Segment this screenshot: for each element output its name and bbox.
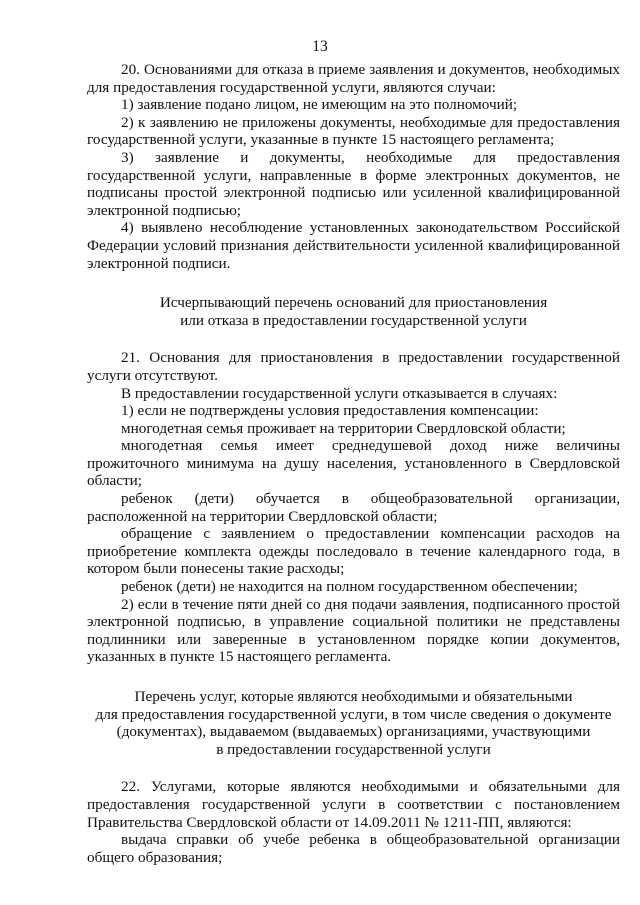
paragraph: 3) заявление и документы, необходимые для предоставления государственной услуги, направленные в форме электронных документов, не подписаны простой электронной подписью или усиленной квалифицированной электронной подписью; xyxy=(87,148,620,219)
page-number: 13 xyxy=(312,38,328,55)
heading-line: Перечень услуг, которые являются необходимыми и обязательными xyxy=(134,688,573,705)
heading-line: или отказа в предоставлении государственной услуги xyxy=(180,311,527,329)
paragraph: ребенок (дети) обучается в общеобразовательной организации, расположенной на территории Свердловской области; xyxy=(87,490,620,525)
paragraph: многодетная семья имеет среднедушевой доход ниже величины прожиточного минимума на душу населения, установленного в Свердловской области; xyxy=(87,437,620,490)
section-heading xyxy=(87,688,620,758)
paragraph: 2) к заявлению не приложены документы, необходимые для предоставления государственной услуги, указанные в пункте 15 настоящего регламента; xyxy=(87,113,620,149)
paragraph: 20. Основаниями для отказа в приеме заявления и документов, необходимых для предоставления государственной услуги, являются случаи: xyxy=(87,61,620,96)
paragraph: 1) если не подтверждены условия предоставления компенсации: xyxy=(121,402,539,420)
paragraph: ребенок (дети) не находится на полном государственном обеспечении; xyxy=(121,578,578,596)
paragraph: В предоставлении государственной услуги отказывается в случаях: xyxy=(121,384,558,402)
section-22 xyxy=(87,778,620,866)
paragraph: многодетная семья проживает на территории Свердловской области; xyxy=(121,419,566,437)
section-heading xyxy=(87,294,620,329)
page-content xyxy=(87,61,620,866)
heading-line: Исчерпывающий перечень оснований для приостановления xyxy=(159,294,548,312)
heading-line: для предоставления государственной услуги, в том числе сведения о документе xyxy=(95,705,612,723)
paragraph: обращение с заявлением о предоставлении компенсации расходов на приобретение комплекта одежды последовало в течение календарного года, в котором были понесены такие расходы; xyxy=(87,525,620,578)
paragraph: выдача справки об учебе ребенка в общеобразовательной организации общего образования; xyxy=(87,831,620,866)
paragraph: 22. Услугами, которые являются необходимыми и обязательными для предоставления государственной услуги в соответствии с постановлением Правительства Свердловской области от 14.09.2011 № 1211-ПП, являются: xyxy=(87,778,620,831)
paragraph: 1) заявление подано лицом, не имеющим на это полномочий; xyxy=(121,96,518,114)
paragraph: 21. Основания для приостановления в предоставлении государственной услуги отсутствуют. xyxy=(87,349,620,384)
section-21 xyxy=(87,349,620,666)
heading-line: (документах), выдаваемом (выдаваемых) организациями, участвующими xyxy=(116,723,591,741)
paragraph: 4) выявлено несоблюдение установленных законодательством Российской Федерации условий признания действительности усиленной квалифицированной электронной подписи. xyxy=(87,219,620,272)
heading-line: в предоставлении государственной услуги xyxy=(216,740,491,758)
section-20 xyxy=(87,61,620,272)
paragraph: 2) если в течение пяти дней со дня подачи заявления, подписанного простой электронной подписью, в управление социальной политики не представлены подлинники или заверенные в установленном порядке копии документов, указанных в пункте 15 настоящего регламента. xyxy=(87,595,620,666)
